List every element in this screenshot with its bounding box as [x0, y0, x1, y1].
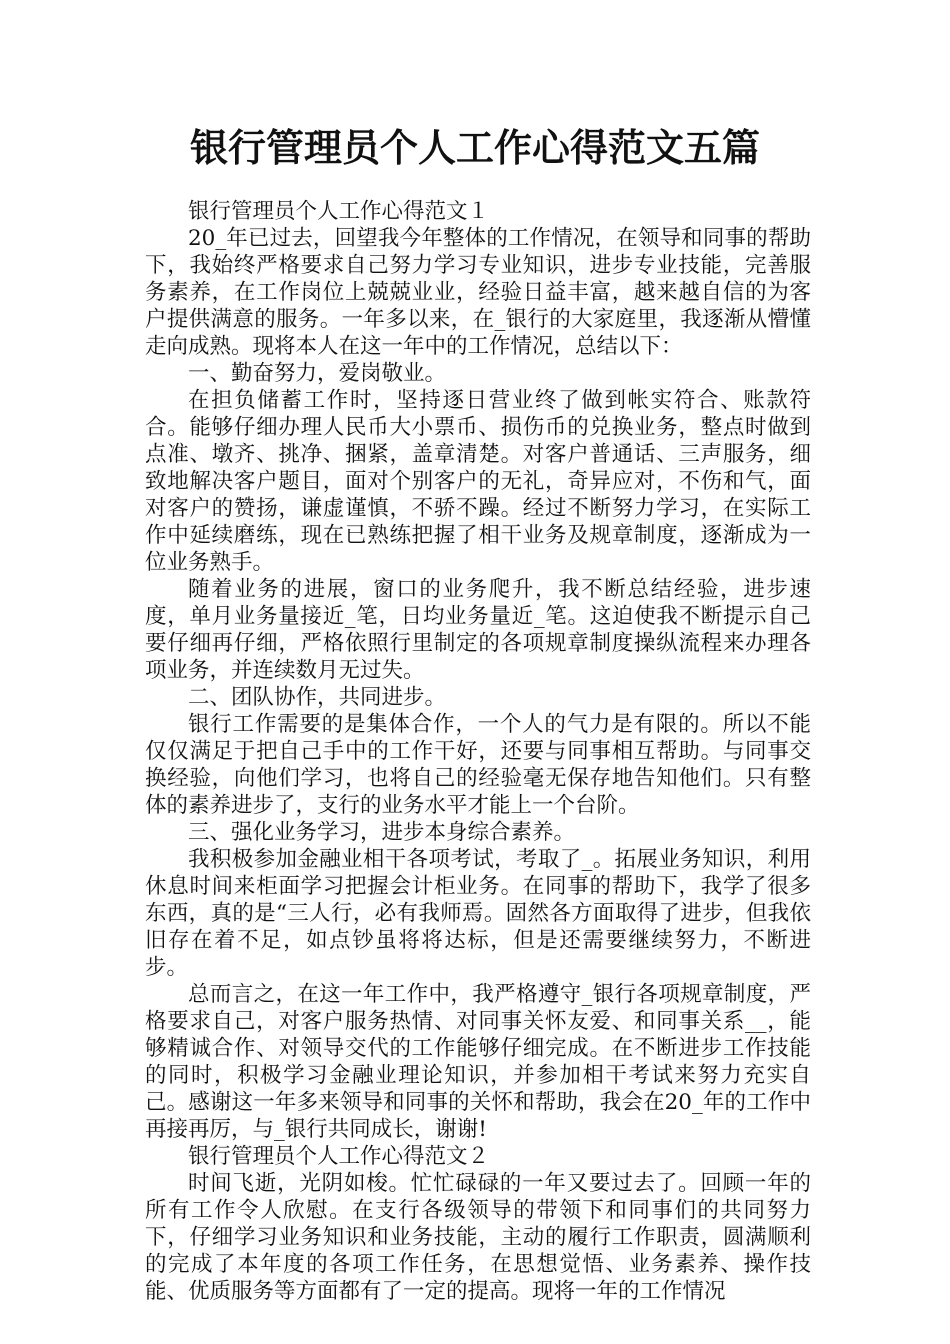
paragraph: 我积极参加金融业相干各项考试，考取了_。拓展业务知识，利用休息时间来柜面学习把握会计柜业务。在同事的帮助下，我学了很多东西，真的是“三人行，必有我师焉。固然各方面取得了进步，但我依旧存在着不足，如点钞虽将将达标，但是还需要继续努力，不断进步。	[145, 847, 811, 980]
subheading: 二、团队协作，共同进步。	[188, 685, 447, 710]
subheading: 三、强化业务学习，进步本身综合素养。	[188, 820, 576, 845]
paragraph: 银行工作需要的是集体合作，一个人的气力是有限的。所以不能仅仅满足于把自己手中的工作干好，还要与同事相互帮助。与同事交换经验，向他们学习，也将自己的经验毫无保存地告知他们。只有整体的素养进步了，支行的业务水平才能上一个台阶。	[145, 712, 811, 818]
section-heading-1: 银行管理员个人工作心得范文１	[188, 199, 490, 224]
document-body	[145, 198, 811, 1305]
paragraph: 20_年已过去，回望我今年整体的工作情况，在领导和同事的帮助下，我始终严格要求自己努力学习专业知识，进步专业技能，完善服务素养，在工作岗位上兢兢业业，经验日益丰富，越来越自信的为客户提供满意的服务。一年多以来，在_银行的大家庭里，我逐渐从懵懂走向成熟。现将本人在这一年中的工作情况，总结以下：	[145, 226, 811, 359]
paragraph: 随着业务的进展，窗口的业务爬升，我不断总结经验，进步速度，单月业务量接近_笔，日均业务量近_笔。这迫使我不断提示自己要仔细再仔细，严格依照行里制定的各项规章制度操纵流程来办理各项业务，并连续数月无过失。	[145, 577, 811, 683]
subheading: 一、勤奋努力，爱岗敬业。	[188, 361, 447, 386]
section-heading-2: 银行管理员个人工作心得范文２	[188, 1144, 490, 1169]
paragraph: 在担负储蓄工作时，坚持逐日营业终了做到帐实符合、账款符合。能够仔细办理人民币大小票币、损伤币的兑换业务，整点时做到点准、墩齐、挑净、捆紧，盖章清楚。对客户普通话、三声服务，细致地解决客户题目，面对个别客户的无礼，奇异应对，不伤和气，面对客户的赞扬，谦虚谨慎，不骄不躁。经过不断努力学习，在实际工作中延续磨练，现在已熟练把握了相干业务及规章制度，逐渐成为一位业务熟手。	[145, 388, 811, 575]
paragraph: 时间飞逝，光阴如梭。忙忙碌碌的一年又要过去了。回顾一年的所有工作令人欣慰。在支行各级领导的带领下和同事们的共同努力下，仔细学习业务知识和业务技能，主动的履行工作职责，圆满顺利的完成了本年度的各项工作任务，在思想觉悟、业务素养、操作技能、优质服务等方面都有了一定的提高。现将一年的工作情况	[145, 1171, 811, 1304]
document-title: 银行管理员个人工作心得范文五篇	[189, 126, 760, 170]
paragraph: 总而言之，在这一年工作中，我严格遵守_银行各项规章制度，严格要求自己，对客户服务热情、对同事关怀友爱、和同事关系__，能够精诚合作、对领导交代的工作能够仔细完成。在不断进步工作技能的同时，积极学习金融业理论知识，并参加相干考试来努力充实自己。感谢这一年多来领导和同事的关怀和帮助，我会在20_年的工作中再接再厉，与_银行共同成长，谢谢!	[145, 982, 811, 1142]
